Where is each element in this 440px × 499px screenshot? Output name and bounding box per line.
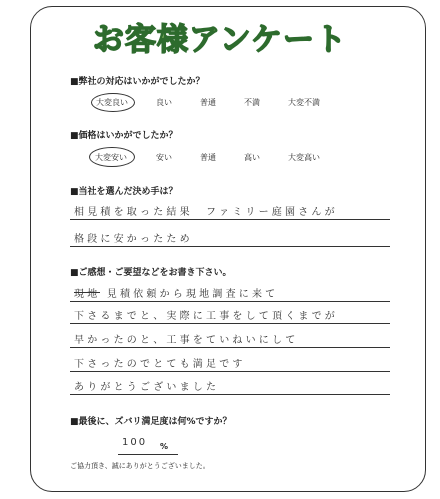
option-price-3[interactable]: 普通 — [200, 153, 216, 162]
option-price-4[interactable]: 高い — [244, 153, 260, 162]
strikethrough-mark — [74, 292, 100, 293]
answer-rule — [70, 246, 390, 247]
satisfaction-rule — [118, 454, 178, 455]
satisfaction-unit: % — [160, 442, 169, 451]
comment-line-4: 下さったのでとても満足です — [74, 359, 246, 370]
answer-rule — [70, 371, 390, 372]
comment-line-1: 現地 見積依頼から現地調査に来て — [74, 289, 279, 300]
option-price-2[interactable]: 安い — [156, 153, 172, 162]
answer-rule — [70, 394, 390, 395]
option-service-4[interactable]: 不満 — [244, 98, 260, 107]
question-service: ■弊社の対応はいかがでしたか？ — [70, 77, 205, 87]
option-service-5[interactable]: 大変不満 — [288, 98, 320, 107]
satisfaction-value: 100 — [122, 437, 148, 448]
question-price: ■価格はいかがでしたか？ — [70, 131, 178, 141]
survey-title: お客様アンケート — [92, 22, 348, 58]
thank-you-note: ご協力頂き、誠にありがとうございました。 — [70, 462, 210, 470]
option-price-1[interactable]: 大変安い — [95, 153, 127, 162]
answer-rule — [70, 323, 390, 324]
comment-line-2: 下さるまでと、実際に工事をして頂くまでが — [74, 311, 338, 322]
option-service-3[interactable]: 普通 — [200, 98, 216, 107]
answer-rule — [70, 219, 390, 220]
reason-answer-line-2: 格段に安かったため — [74, 234, 193, 245]
answer-rule — [70, 347, 390, 348]
question-satisfaction: ■最後に、ズバリ満足度は何%ですか？ — [70, 417, 232, 427]
reason-answer-line-1: 相見積を取った結果 ファミリー庭園さんが — [74, 207, 338, 218]
option-price-5[interactable]: 大変高い — [288, 153, 320, 162]
option-service-2[interactable]: 良い — [156, 98, 172, 107]
answer-rule — [70, 301, 390, 302]
comment-line-5: ありがとうございました — [74, 382, 220, 393]
option-service-1[interactable]: 大変良い — [96, 98, 128, 107]
question-comments: ■ご感想・ご要望などをお書き下さい。 — [70, 268, 232, 278]
question-reason: ■当社を選んだ決め手は？ — [70, 187, 178, 197]
comment-line-3: 早かったのと、工事をていねいにして — [74, 335, 299, 346]
